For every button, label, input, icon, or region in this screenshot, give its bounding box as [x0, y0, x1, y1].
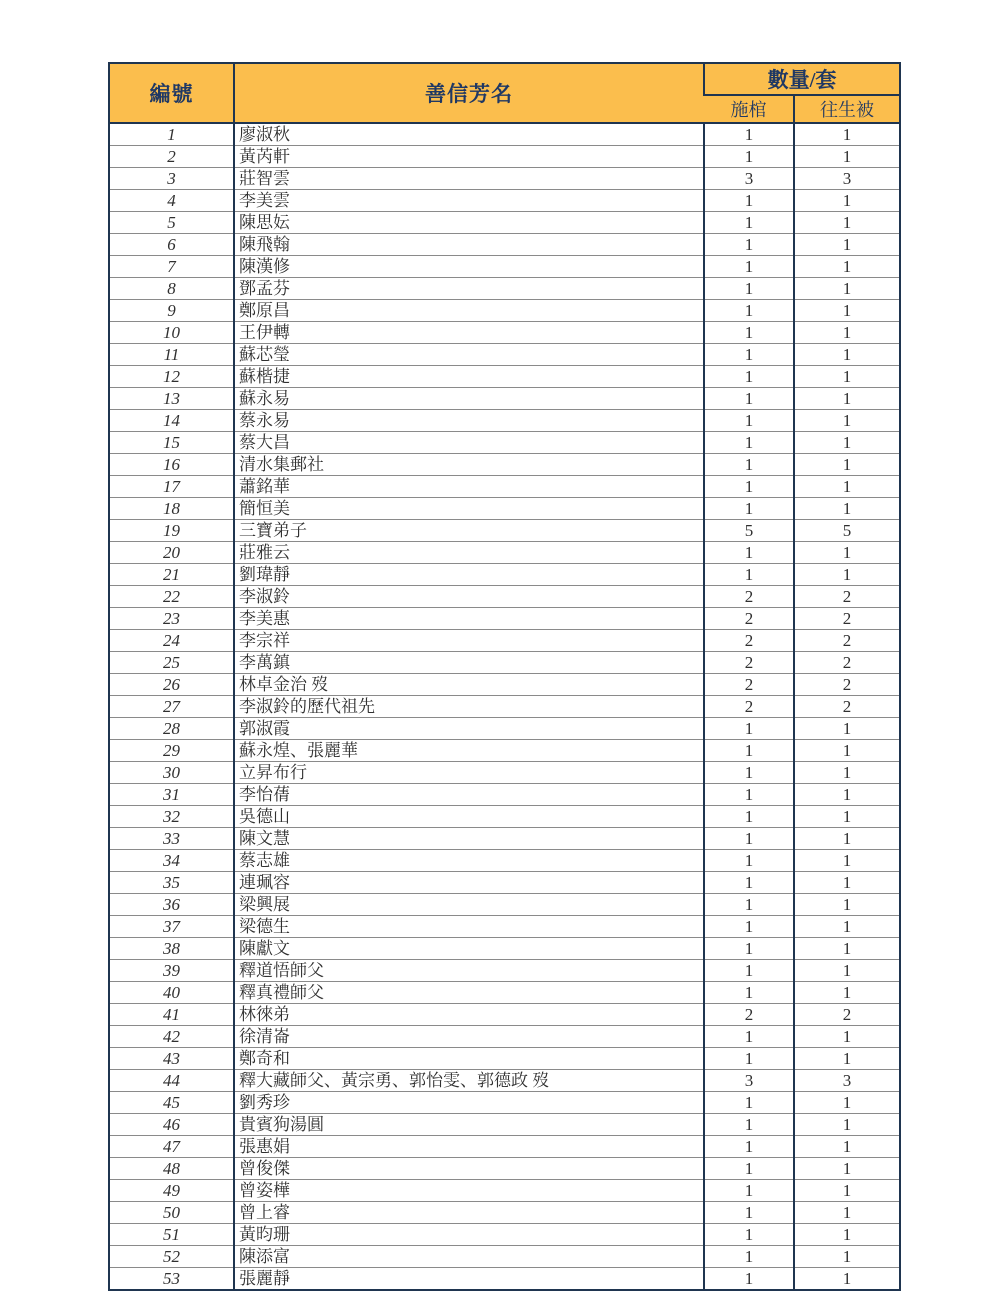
row-id-cell: 44	[109, 1070, 234, 1092]
row-id-cell: 21	[109, 564, 234, 586]
coffin-qty-cell: 1	[704, 256, 794, 278]
blanket-qty-cell: 1	[794, 123, 900, 146]
row-id-cell: 26	[109, 674, 234, 696]
coffin-qty-cell: 1	[704, 123, 794, 146]
blanket-qty-cell: 1	[794, 740, 900, 762]
donor-name-cell: 蔡永易	[234, 410, 704, 432]
donor-name-cell: 釋大藏師父、黃宗勇、郭怡雯、郭德政 歿	[234, 1070, 704, 1092]
row-id-cell: 30	[109, 762, 234, 784]
coffin-qty-cell: 1	[704, 916, 794, 938]
blanket-qty-cell: 1	[794, 146, 900, 168]
table-row	[109, 542, 900, 564]
row-id-cell: 3	[109, 168, 234, 190]
table-row	[109, 1004, 900, 1026]
blanket-qty-cell: 1	[794, 432, 900, 454]
row-id-cell: 43	[109, 1048, 234, 1070]
donor-name-cell: 廖淑秋	[234, 123, 704, 146]
blanket-qty-cell: 2	[794, 674, 900, 696]
donor-name-cell: 徐清崙	[234, 1026, 704, 1048]
blanket-qty-cell: 1	[794, 278, 900, 300]
coffin-qty-cell: 1	[704, 542, 794, 564]
blanket-qty-cell: 1	[794, 1246, 900, 1268]
donor-name-cell: 蔡大昌	[234, 432, 704, 454]
row-id-cell: 5	[109, 212, 234, 234]
table-row	[109, 806, 900, 828]
donor-name-cell: 陳文慧	[234, 828, 704, 850]
row-id-cell: 49	[109, 1180, 234, 1202]
coffin-qty-cell: 1	[704, 1114, 794, 1136]
row-id-cell: 12	[109, 366, 234, 388]
row-id-cell: 40	[109, 982, 234, 1004]
blanket-qty-cell: 1	[794, 498, 900, 520]
row-id-cell: 32	[109, 806, 234, 828]
coffin-qty-cell: 2	[704, 630, 794, 652]
table-row	[109, 410, 900, 432]
row-id-cell: 50	[109, 1202, 234, 1224]
blanket-qty-cell: 2	[794, 696, 900, 718]
coffin-qty-cell: 1	[704, 1092, 794, 1114]
coffin-qty-cell: 1	[704, 190, 794, 212]
blanket-qty-cell: 1	[794, 718, 900, 740]
coffin-qty-cell: 1	[704, 784, 794, 806]
row-id-cell: 8	[109, 278, 234, 300]
coffin-qty-cell: 1	[704, 498, 794, 520]
row-id-cell: 36	[109, 894, 234, 916]
donor-name-cell: 李淑鈴	[234, 586, 704, 608]
coffin-qty-cell: 1	[704, 410, 794, 432]
table-row	[109, 1202, 900, 1224]
donor-name-cell: 莊雅云	[234, 542, 704, 564]
blanket-qty-cell: 1	[794, 872, 900, 894]
donor-name-cell: 梁興展	[234, 894, 704, 916]
donor-name-cell: 貴賓狗湯圓	[234, 1114, 704, 1136]
row-id-cell: 42	[109, 1026, 234, 1048]
donor-name-cell: 吳德山	[234, 806, 704, 828]
blanket-qty-cell: 3	[794, 1070, 900, 1092]
donor-name-cell: 李宗祥	[234, 630, 704, 652]
coffin-qty-cell: 1	[704, 564, 794, 586]
row-id-cell: 33	[109, 828, 234, 850]
blanket-qty-cell: 1	[794, 410, 900, 432]
row-id-cell: 4	[109, 190, 234, 212]
donor-name-cell: 李萬鎮	[234, 652, 704, 674]
donor-name-cell: 鄧孟芬	[234, 278, 704, 300]
coffin-qty-cell: 1	[704, 1246, 794, 1268]
row-id-cell: 23	[109, 608, 234, 630]
donor-name-cell: 林卓金治 歿	[234, 674, 704, 696]
row-id-cell: 52	[109, 1246, 234, 1268]
coffin-qty-cell: 1	[704, 960, 794, 982]
coffin-qty-cell: 1	[704, 234, 794, 256]
table-row	[109, 432, 900, 454]
blanket-qty-cell: 1	[794, 322, 900, 344]
table-row	[109, 300, 900, 322]
donor-name-cell: 蘇楷捷	[234, 366, 704, 388]
table-row	[109, 828, 900, 850]
table-row	[109, 1092, 900, 1114]
coffin-qty-cell: 1	[704, 982, 794, 1004]
coffin-qty-cell: 2	[704, 1004, 794, 1026]
coffin-qty-cell: 3	[704, 168, 794, 190]
coffin-qty-cell: 2	[704, 608, 794, 630]
table-row	[109, 1268, 900, 1291]
blanket-qty-cell: 1	[794, 1026, 900, 1048]
donor-quantity-table	[108, 62, 901, 1291]
table-row	[109, 894, 900, 916]
row-id-cell: 53	[109, 1268, 234, 1291]
donor-name-cell: 曾姿樺	[234, 1180, 704, 1202]
blanket-qty-cell: 1	[794, 806, 900, 828]
blanket-qty-cell: 1	[794, 256, 900, 278]
blanket-qty-cell: 1	[794, 388, 900, 410]
coffin-qty-cell: 1	[704, 1268, 794, 1291]
donor-name-cell: 黃芮軒	[234, 146, 704, 168]
blanket-qty-cell: 1	[794, 960, 900, 982]
table-row	[109, 234, 900, 256]
blanket-qty-cell: 1	[794, 542, 900, 564]
coffin-qty-cell: 1	[704, 850, 794, 872]
table-row	[109, 652, 900, 674]
table-row	[109, 916, 900, 938]
row-id-cell: 9	[109, 300, 234, 322]
row-id-cell: 34	[109, 850, 234, 872]
table-row	[109, 322, 900, 344]
row-id-cell: 29	[109, 740, 234, 762]
row-id-cell: 16	[109, 454, 234, 476]
table-row	[109, 1114, 900, 1136]
blanket-qty-cell: 1	[794, 938, 900, 960]
column-header-id: 編號	[109, 63, 234, 123]
row-id-cell: 25	[109, 652, 234, 674]
coffin-qty-cell: 1	[704, 1158, 794, 1180]
column-header-quantity-set: 數量/套	[704, 63, 900, 95]
column-header-rebirth-blanket: 往生被	[794, 95, 900, 123]
donor-name-cell: 蔡志雄	[234, 850, 704, 872]
donor-name-cell: 李美雲	[234, 190, 704, 212]
table-row	[109, 762, 900, 784]
table-row	[109, 256, 900, 278]
coffin-qty-cell: 1	[704, 322, 794, 344]
table-row	[109, 498, 900, 520]
blanket-qty-cell: 1	[794, 476, 900, 498]
table-row	[109, 1136, 900, 1158]
blanket-qty-cell: 1	[794, 1092, 900, 1114]
column-header-coffin: 施棺	[704, 95, 794, 123]
table-row	[109, 938, 900, 960]
donor-name-cell: 李怡蒨	[234, 784, 704, 806]
coffin-qty-cell: 2	[704, 674, 794, 696]
blanket-qty-cell: 1	[794, 366, 900, 388]
row-id-cell: 10	[109, 322, 234, 344]
coffin-qty-cell: 1	[704, 718, 794, 740]
blanket-qty-cell: 1	[794, 1158, 900, 1180]
donor-name-cell: 梁德生	[234, 916, 704, 938]
donor-name-cell: 張麗靜	[234, 1268, 704, 1291]
row-id-cell: 37	[109, 916, 234, 938]
row-id-cell: 19	[109, 520, 234, 542]
donor-name-cell: 李淑鈴的歷代祖先	[234, 696, 704, 718]
coffin-qty-cell: 1	[704, 344, 794, 366]
table-row	[109, 564, 900, 586]
row-id-cell: 31	[109, 784, 234, 806]
donor-name-cell: 連珮容	[234, 872, 704, 894]
coffin-qty-cell: 1	[704, 212, 794, 234]
table-row	[109, 1224, 900, 1246]
blanket-qty-cell: 1	[794, 982, 900, 1004]
table-row	[109, 1180, 900, 1202]
table-row	[109, 1158, 900, 1180]
donor-name-cell: 釋道悟師父	[234, 960, 704, 982]
table-row	[109, 1070, 900, 1092]
row-id-cell: 35	[109, 872, 234, 894]
coffin-qty-cell: 1	[704, 806, 794, 828]
coffin-qty-cell: 1	[704, 476, 794, 498]
donor-name-cell: 清水集郵社	[234, 454, 704, 476]
row-id-cell: 48	[109, 1158, 234, 1180]
table-row	[109, 1048, 900, 1070]
coffin-qty-cell: 1	[704, 828, 794, 850]
blanket-qty-cell: 2	[794, 1004, 900, 1026]
table-row	[109, 1246, 900, 1268]
blanket-qty-cell: 2	[794, 652, 900, 674]
coffin-qty-cell: 1	[704, 1026, 794, 1048]
table-row	[109, 476, 900, 498]
row-id-cell: 46	[109, 1114, 234, 1136]
row-id-cell: 22	[109, 586, 234, 608]
table-row	[109, 168, 900, 190]
donor-name-cell: 陳添富	[234, 1246, 704, 1268]
row-id-cell: 13	[109, 388, 234, 410]
blanket-qty-cell: 3	[794, 168, 900, 190]
table-row	[109, 982, 900, 1004]
coffin-qty-cell: 1	[704, 388, 794, 410]
coffin-qty-cell: 1	[704, 938, 794, 960]
row-id-cell: 28	[109, 718, 234, 740]
donor-name-cell: 劉秀珍	[234, 1092, 704, 1114]
table-row	[109, 146, 900, 168]
column-header-donor-name: 善信芳名	[234, 63, 704, 123]
donor-name-cell: 王伊轉	[234, 322, 704, 344]
donor-name-cell: 蘇永煌、張麗華	[234, 740, 704, 762]
donor-name-cell: 陳獻文	[234, 938, 704, 960]
row-id-cell: 15	[109, 432, 234, 454]
row-id-cell: 38	[109, 938, 234, 960]
blanket-qty-cell: 1	[794, 828, 900, 850]
donor-name-cell: 簡恒美	[234, 498, 704, 520]
row-id-cell: 18	[109, 498, 234, 520]
donor-name-cell: 三寶弟子	[234, 520, 704, 542]
blanket-qty-cell: 1	[794, 344, 900, 366]
table-row	[109, 608, 900, 630]
blanket-qty-cell: 1	[794, 1224, 900, 1246]
blanket-qty-cell: 1	[794, 894, 900, 916]
blanket-qty-cell: 2	[794, 630, 900, 652]
row-id-cell: 39	[109, 960, 234, 982]
coffin-qty-cell: 1	[704, 872, 794, 894]
row-id-cell: 41	[109, 1004, 234, 1026]
row-id-cell: 1	[109, 123, 234, 146]
coffin-qty-cell: 2	[704, 586, 794, 608]
table-row	[109, 674, 900, 696]
blanket-qty-cell: 1	[794, 1202, 900, 1224]
blanket-qty-cell: 1	[794, 234, 900, 256]
blanket-qty-cell: 1	[794, 564, 900, 586]
row-id-cell: 47	[109, 1136, 234, 1158]
coffin-qty-cell: 1	[704, 1048, 794, 1070]
donor-name-cell: 曾上睿	[234, 1202, 704, 1224]
table-row	[109, 960, 900, 982]
coffin-qty-cell: 1	[704, 1136, 794, 1158]
row-id-cell: 11	[109, 344, 234, 366]
blanket-qty-cell: 1	[794, 1048, 900, 1070]
blanket-qty-cell: 1	[794, 784, 900, 806]
blanket-qty-cell: 1	[794, 1114, 900, 1136]
blanket-qty-cell: 1	[794, 212, 900, 234]
coffin-qty-cell: 5	[704, 520, 794, 542]
blanket-qty-cell: 5	[794, 520, 900, 542]
donor-name-cell: 蕭銘華	[234, 476, 704, 498]
blanket-qty-cell: 1	[794, 1268, 900, 1291]
donor-name-cell: 立昇布行	[234, 762, 704, 784]
coffin-qty-cell: 1	[704, 762, 794, 784]
table-row	[109, 718, 900, 740]
coffin-qty-cell: 1	[704, 278, 794, 300]
table-row	[109, 850, 900, 872]
donor-name-cell: 曾俊傑	[234, 1158, 704, 1180]
table-row	[109, 366, 900, 388]
coffin-qty-cell: 3	[704, 1070, 794, 1092]
row-id-cell: 51	[109, 1224, 234, 1246]
coffin-qty-cell: 1	[704, 740, 794, 762]
table-body	[109, 123, 900, 1290]
coffin-qty-cell: 1	[704, 366, 794, 388]
table-row	[109, 696, 900, 718]
row-id-cell: 14	[109, 410, 234, 432]
table-row	[109, 740, 900, 762]
blanket-qty-cell: 1	[794, 190, 900, 212]
row-id-cell: 7	[109, 256, 234, 278]
donor-name-cell: 陳飛翰	[234, 234, 704, 256]
row-id-cell: 45	[109, 1092, 234, 1114]
table-row	[109, 586, 900, 608]
row-id-cell: 17	[109, 476, 234, 498]
table-row	[109, 212, 900, 234]
donor-name-cell: 林徠弟	[234, 1004, 704, 1026]
row-id-cell: 20	[109, 542, 234, 564]
donor-name-cell: 莊智雲	[234, 168, 704, 190]
donor-name-cell: 蘇芯瑩	[234, 344, 704, 366]
table-row	[109, 520, 900, 542]
coffin-qty-cell: 2	[704, 696, 794, 718]
blanket-qty-cell: 1	[794, 1180, 900, 1202]
table-row	[109, 454, 900, 476]
donor-name-cell: 鄭奇和	[234, 1048, 704, 1070]
table-row	[109, 123, 900, 146]
donor-name-cell: 陳漢修	[234, 256, 704, 278]
table-row	[109, 388, 900, 410]
row-id-cell: 6	[109, 234, 234, 256]
coffin-qty-cell: 1	[704, 432, 794, 454]
donor-name-cell: 鄭原昌	[234, 300, 704, 322]
blanket-qty-cell: 2	[794, 608, 900, 630]
table-row	[109, 784, 900, 806]
blanket-qty-cell: 1	[794, 762, 900, 784]
blanket-qty-cell: 1	[794, 300, 900, 322]
donor-name-cell: 張惠娟	[234, 1136, 704, 1158]
row-id-cell: 2	[109, 146, 234, 168]
coffin-qty-cell: 1	[704, 1202, 794, 1224]
coffin-qty-cell: 1	[704, 300, 794, 322]
table-row	[109, 278, 900, 300]
coffin-qty-cell: 1	[704, 454, 794, 476]
row-id-cell: 27	[109, 696, 234, 718]
blanket-qty-cell: 1	[794, 454, 900, 476]
blanket-qty-cell: 1	[794, 1136, 900, 1158]
table-header	[109, 63, 900, 123]
table-row	[109, 190, 900, 212]
donor-name-cell: 陳思妘	[234, 212, 704, 234]
table-row	[109, 344, 900, 366]
coffin-qty-cell: 1	[704, 146, 794, 168]
donor-name-cell: 蘇永易	[234, 388, 704, 410]
coffin-qty-cell: 2	[704, 652, 794, 674]
donor-name-cell: 黃昀珊	[234, 1224, 704, 1246]
blanket-qty-cell: 1	[794, 916, 900, 938]
row-id-cell: 24	[109, 630, 234, 652]
donor-name-cell: 郭淑霞	[234, 718, 704, 740]
coffin-qty-cell: 1	[704, 1180, 794, 1202]
donor-name-cell: 劉瑋靜	[234, 564, 704, 586]
blanket-qty-cell: 1	[794, 850, 900, 872]
blanket-qty-cell: 2	[794, 586, 900, 608]
table-row	[109, 872, 900, 894]
donor-name-cell: 李美惠	[234, 608, 704, 630]
coffin-qty-cell: 1	[704, 1224, 794, 1246]
table-row	[109, 630, 900, 652]
coffin-qty-cell: 1	[704, 894, 794, 916]
table-row	[109, 1026, 900, 1048]
donor-name-cell: 釋真禮師父	[234, 982, 704, 1004]
